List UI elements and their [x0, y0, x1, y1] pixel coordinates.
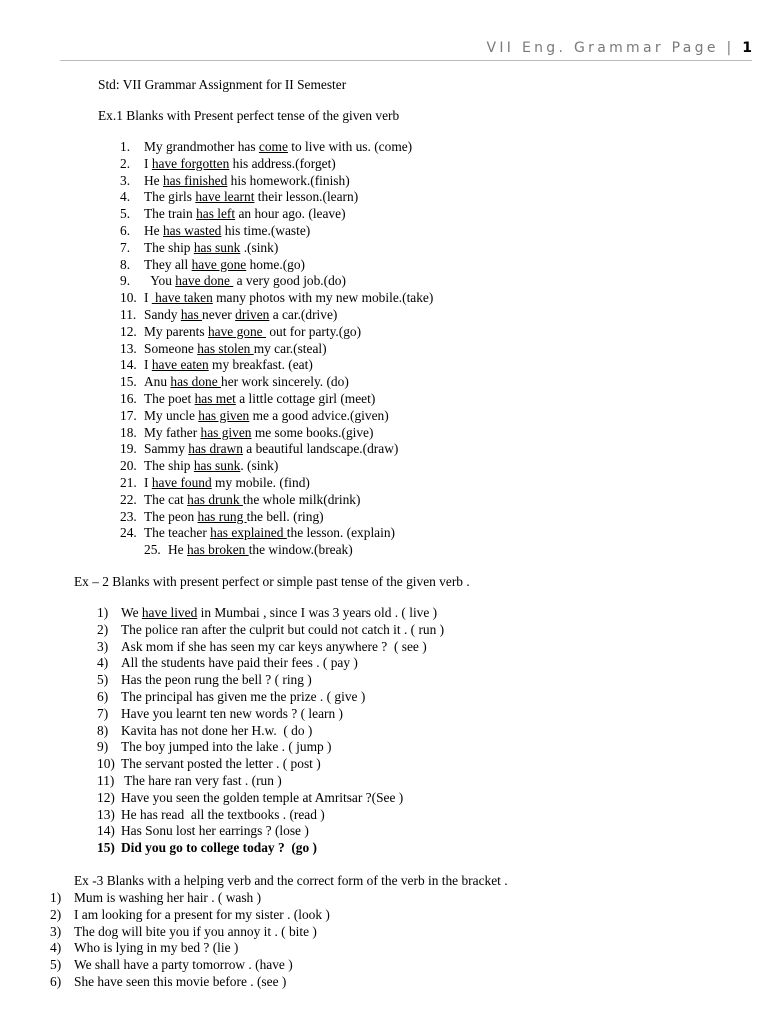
answer-text: have forgotten — [151, 155, 230, 171]
sentence-text: Anu — [144, 374, 171, 390]
item-number: 13. — [120, 340, 137, 356]
item-number: 4) — [97, 655, 109, 671]
ex1-item — [120, 441, 398, 457]
sentence-text: I — [144, 475, 152, 490]
item-number: 6. — [120, 223, 131, 238]
item-number: 5) — [97, 672, 109, 688]
answer-text: has drawn — [188, 441, 243, 457]
sentence-text: I am looking for a present for my sister . (look ) — [74, 906, 330, 922]
sentence-text: She have seen this movie before . (see ) — [74, 974, 287, 989]
sentence-text: You — [144, 273, 176, 289]
item-number: 3) — [50, 923, 62, 939]
ex1-item — [120, 324, 361, 340]
answer-text: have found — [151, 475, 212, 490]
ex1-item — [120, 391, 375, 407]
sentence-text: Sandy — [144, 307, 181, 322]
answer-text: come — [258, 139, 288, 154]
ex2-item — [97, 655, 358, 671]
sentence-text: Have you learnt ten new words ? ( learn ) — [121, 705, 343, 721]
page-header — [0, 40, 752, 62]
ex2-item — [97, 723, 312, 739]
ex1-item — [120, 357, 313, 373]
item-number: 3) — [97, 638, 109, 654]
ex2-item — [97, 605, 437, 621]
sentence-text: Someone — [144, 340, 198, 356]
item-number: 1) — [97, 605, 109, 620]
item-number: 14. — [120, 357, 137, 373]
sentence-text: Ask mom if she has seen my car keys anywhere ? ( see ) — [121, 638, 427, 654]
item-number: 10) — [97, 756, 115, 772]
sentence-text: He has read all the textbooks . (read ) — [121, 806, 325, 822]
item-number: 15. — [120, 374, 137, 390]
item-number: 25. — [144, 542, 161, 558]
item-number: 3. — [120, 172, 131, 188]
sentence-text: me a good advice.(given) — [249, 407, 389, 423]
item-number: 14) — [97, 823, 115, 839]
item-number: 7. — [120, 239, 131, 255]
item-number: 16. — [120, 391, 137, 406]
ex2-item — [97, 773, 282, 789]
sentence-text: the lesson. (explain) — [286, 525, 395, 541]
item-number: 2) — [97, 621, 109, 637]
ex2-item — [97, 807, 325, 823]
sentence-text: We shall have a party tomorrow . (have ) — [74, 957, 293, 973]
item-number: 21. — [120, 475, 137, 490]
item-number: 9) — [97, 739, 109, 755]
sentence-text: Sammy — [144, 441, 189, 457]
sentence-text: the whole milk(drink) — [242, 491, 361, 507]
header-text: VII Eng. Grammar Page | — [486, 40, 743, 56]
answer-text: has met — [194, 391, 236, 406]
ex1-item — [120, 492, 360, 508]
sentence-text: a beautiful landscape.(draw) — [242, 441, 399, 457]
sentence-text: My uncle — [144, 407, 199, 423]
sentence-text: The girls — [144, 189, 196, 205]
ex3-item — [50, 940, 238, 956]
sentence-text: My parents — [144, 323, 208, 339]
ex1-item — [120, 257, 305, 273]
sentence-text: The ship — [144, 458, 194, 474]
sentence-text: I — [144, 155, 152, 171]
item-number: 19. — [120, 441, 137, 457]
item-number: 17. — [120, 407, 137, 423]
sentence-text: . (sink) — [240, 458, 279, 474]
answer-text: has explained — [210, 525, 287, 541]
header-rule — [60, 60, 752, 61]
ex1-item — [120, 475, 310, 491]
sentence-text: Who is lying in my bed ? (lie ) — [74, 940, 239, 956]
item-number: 8. — [120, 256, 131, 272]
item-number: 18. — [120, 424, 137, 440]
sentence-text: me some books.(give) — [251, 424, 374, 440]
sentence-text: The ship — [144, 239, 194, 255]
sentence-text: my mobile. (find) — [211, 475, 310, 490]
sentence-text: Has Sonu lost her earrings ? (lose ) — [121, 823, 309, 839]
answer-text: has stolen — [197, 340, 254, 356]
ex3-item — [50, 974, 286, 990]
sentence-text: He — [144, 172, 163, 188]
sentence-text: an hour ago. (leave) — [235, 206, 346, 222]
sentence-text: a car.(drive) — [269, 307, 338, 322]
item-number: 20. — [120, 458, 137, 474]
item-number: 8) — [97, 722, 109, 738]
sentence-text: the bell. (ring) — [246, 508, 324, 524]
sentence-text: My father — [144, 424, 201, 440]
ex2-item — [97, 840, 317, 856]
item-number: 9. — [120, 273, 131, 289]
answer-text: has finished — [162, 172, 228, 188]
page-number: 1 — [742, 40, 752, 56]
sentence-text: Have you seen the golden temple at Amritsar ?(See ) — [121, 789, 404, 805]
sentence-text: his homework.(finish) — [227, 172, 350, 188]
item-number: 6) — [97, 689, 109, 704]
sentence-text: his time.(waste) — [221, 223, 311, 238]
sentence-text: The teacher — [144, 525, 211, 541]
item-number: 5) — [50, 957, 62, 973]
item-number: 22. — [120, 491, 137, 507]
ex3-item — [50, 924, 317, 940]
answer-text: driven — [235, 307, 270, 322]
sentence-text: her work sincerely. (do) — [221, 374, 349, 390]
ex1-item — [120, 273, 346, 289]
sentence-text: a little cottage girl (meet) — [235, 391, 376, 406]
item-number: 2. — [120, 155, 131, 171]
ex1-item — [120, 458, 278, 474]
ex3-item — [50, 957, 293, 973]
sentence-text: The hare ran very fast . (run ) — [121, 773, 282, 788]
answer-text: have done — [175, 273, 234, 289]
item-number: 24. — [120, 525, 137, 541]
answer-text: has given — [198, 407, 250, 423]
item-number: 15) — [97, 840, 115, 856]
item-number: 11) — [97, 773, 115, 788]
ex3-item — [50, 907, 330, 923]
answer-text: has drunk — [187, 491, 243, 507]
ex2-item — [97, 790, 403, 806]
ex1-item — [120, 341, 327, 357]
sentence-text: to live with us. (come) — [287, 139, 413, 154]
ex1-item — [120, 189, 358, 205]
sentence-text: a very good job.(do) — [233, 273, 346, 289]
ex3-item — [50, 890, 261, 906]
item-number: 1. — [120, 139, 131, 154]
item-number: 12. — [120, 323, 137, 339]
ex1-item — [144, 542, 353, 558]
sentence-text: All the students have paid their fees . ( pay ) — [121, 655, 358, 671]
sentence-text: He — [144, 223, 163, 238]
sentence-text: Kavita has not done her H.w. ( do ) — [121, 722, 313, 738]
sentence-text: I — [144, 357, 152, 373]
ex1-item — [120, 509, 324, 525]
sentence-text: Mum is washing her hair . ( wash ) — [74, 890, 262, 905]
sentence-text: Has the peon rung the bell ? ( ring ) — [121, 672, 312, 688]
ex2-heading: Ex – 2 Blanks with present perfect or simple past tense of the given verb . — [74, 574, 470, 589]
ex2-item — [97, 756, 321, 772]
answer-text: has rung — [197, 508, 247, 524]
sentence-text: We — [121, 605, 142, 620]
ex3-heading: Ex -3 Blanks with a helping verb and the correct form of the verb in the bracket . — [74, 873, 508, 888]
item-number: 12) — [97, 789, 115, 805]
ex1-item — [120, 307, 337, 323]
sentence-text: They all — [144, 256, 192, 272]
answer-text: have learnt — [195, 189, 255, 205]
sentence-text: The police ran after the culprit but could not catch it . ( run ) — [121, 621, 445, 637]
sentence-text: home.(go) — [246, 256, 306, 272]
sentence-text: Did you go to college today ? (go ) — [121, 840, 318, 856]
answer-text: has sunk — [193, 458, 241, 474]
ex2-item — [97, 672, 312, 688]
ex1-item — [120, 206, 346, 222]
answer-text: have taken — [151, 290, 213, 306]
answer-text: have lived — [141, 605, 198, 620]
sentence-text: I — [144, 290, 152, 306]
ex1-item — [120, 173, 350, 189]
item-number: 4. — [120, 189, 131, 205]
sentence-text: never — [202, 307, 236, 322]
item-number: 5. — [120, 206, 131, 222]
item-number: 7) — [97, 705, 109, 721]
ex2-item — [97, 706, 343, 722]
ex1-item — [120, 240, 278, 256]
sentence-text: his address.(forget) — [229, 155, 336, 171]
item-number: 10. — [120, 290, 137, 306]
sentence-text: The poet — [144, 391, 195, 406]
answer-text: has — [180, 307, 203, 322]
sentence-text: The servant posted the letter . ( post ) — [121, 756, 321, 772]
answer-text: have gone — [191, 256, 247, 272]
item-number: 6) — [50, 974, 62, 989]
ex2-item — [97, 689, 365, 705]
assignment-title: Std: VII Grammar Assignment for II Semester — [98, 77, 347, 92]
ex1-item — [120, 223, 310, 239]
ex1-item — [120, 156, 336, 172]
answer-text: have gone — [207, 323, 266, 339]
ex1-item — [120, 408, 389, 424]
ex2-item — [97, 739, 331, 755]
sentence-text: The train — [144, 206, 197, 222]
sentence-text: The boy jumped into the lake . ( jump ) — [121, 739, 332, 755]
answer-text: has sunk — [193, 239, 241, 255]
answer-text: has broken — [186, 542, 249, 558]
sentence-text: The dog will bite you if you annoy it . ( bite ) — [74, 923, 317, 939]
ex1-item — [120, 139, 412, 155]
sentence-text: He — [168, 542, 187, 558]
item-number: 11. — [120, 307, 137, 322]
answer-text: have eaten — [151, 357, 209, 373]
item-number: 1) — [50, 890, 62, 905]
ex2-item — [97, 823, 309, 839]
ex2-item — [97, 622, 444, 638]
ex1-item — [120, 525, 395, 541]
sentence-text: many photos with my new mobile.(take) — [212, 290, 434, 306]
ex1-item — [120, 374, 349, 390]
ex1-item — [120, 290, 433, 306]
ex1-item — [120, 425, 373, 441]
sentence-text: the window.(break) — [248, 542, 353, 558]
sentence-text: my breakfast. (eat) — [208, 357, 313, 373]
sentence-text: my car.(steal) — [253, 340, 327, 356]
ex2-item — [97, 639, 427, 655]
ex1-heading: Ex.1 Blanks with Present perfect tense of the given verb — [98, 108, 400, 123]
item-number: 13) — [97, 806, 115, 822]
answer-text: has wasted — [162, 223, 222, 238]
sentence-text: The peon — [144, 508, 198, 524]
sentence-text: My grandmother has — [144, 139, 259, 154]
sentence-text: The cat — [144, 491, 188, 507]
answer-text: has done — [170, 374, 221, 390]
sentence-text: .(sink) — [240, 239, 279, 255]
sentence-text: in Mumbai , since I was 3 years old . ( live ) — [197, 605, 438, 620]
answer-text: has given — [200, 424, 252, 440]
sentence-text: out for party.(go) — [265, 323, 362, 339]
item-number: 2) — [50, 906, 62, 922]
sentence-text: their lesson.(learn) — [254, 189, 359, 205]
sentence-text: The principal has given me the prize . ( give ) — [121, 689, 366, 704]
answer-text: has left — [196, 206, 236, 222]
item-number: 4) — [50, 940, 62, 956]
item-number: 23. — [120, 508, 137, 524]
